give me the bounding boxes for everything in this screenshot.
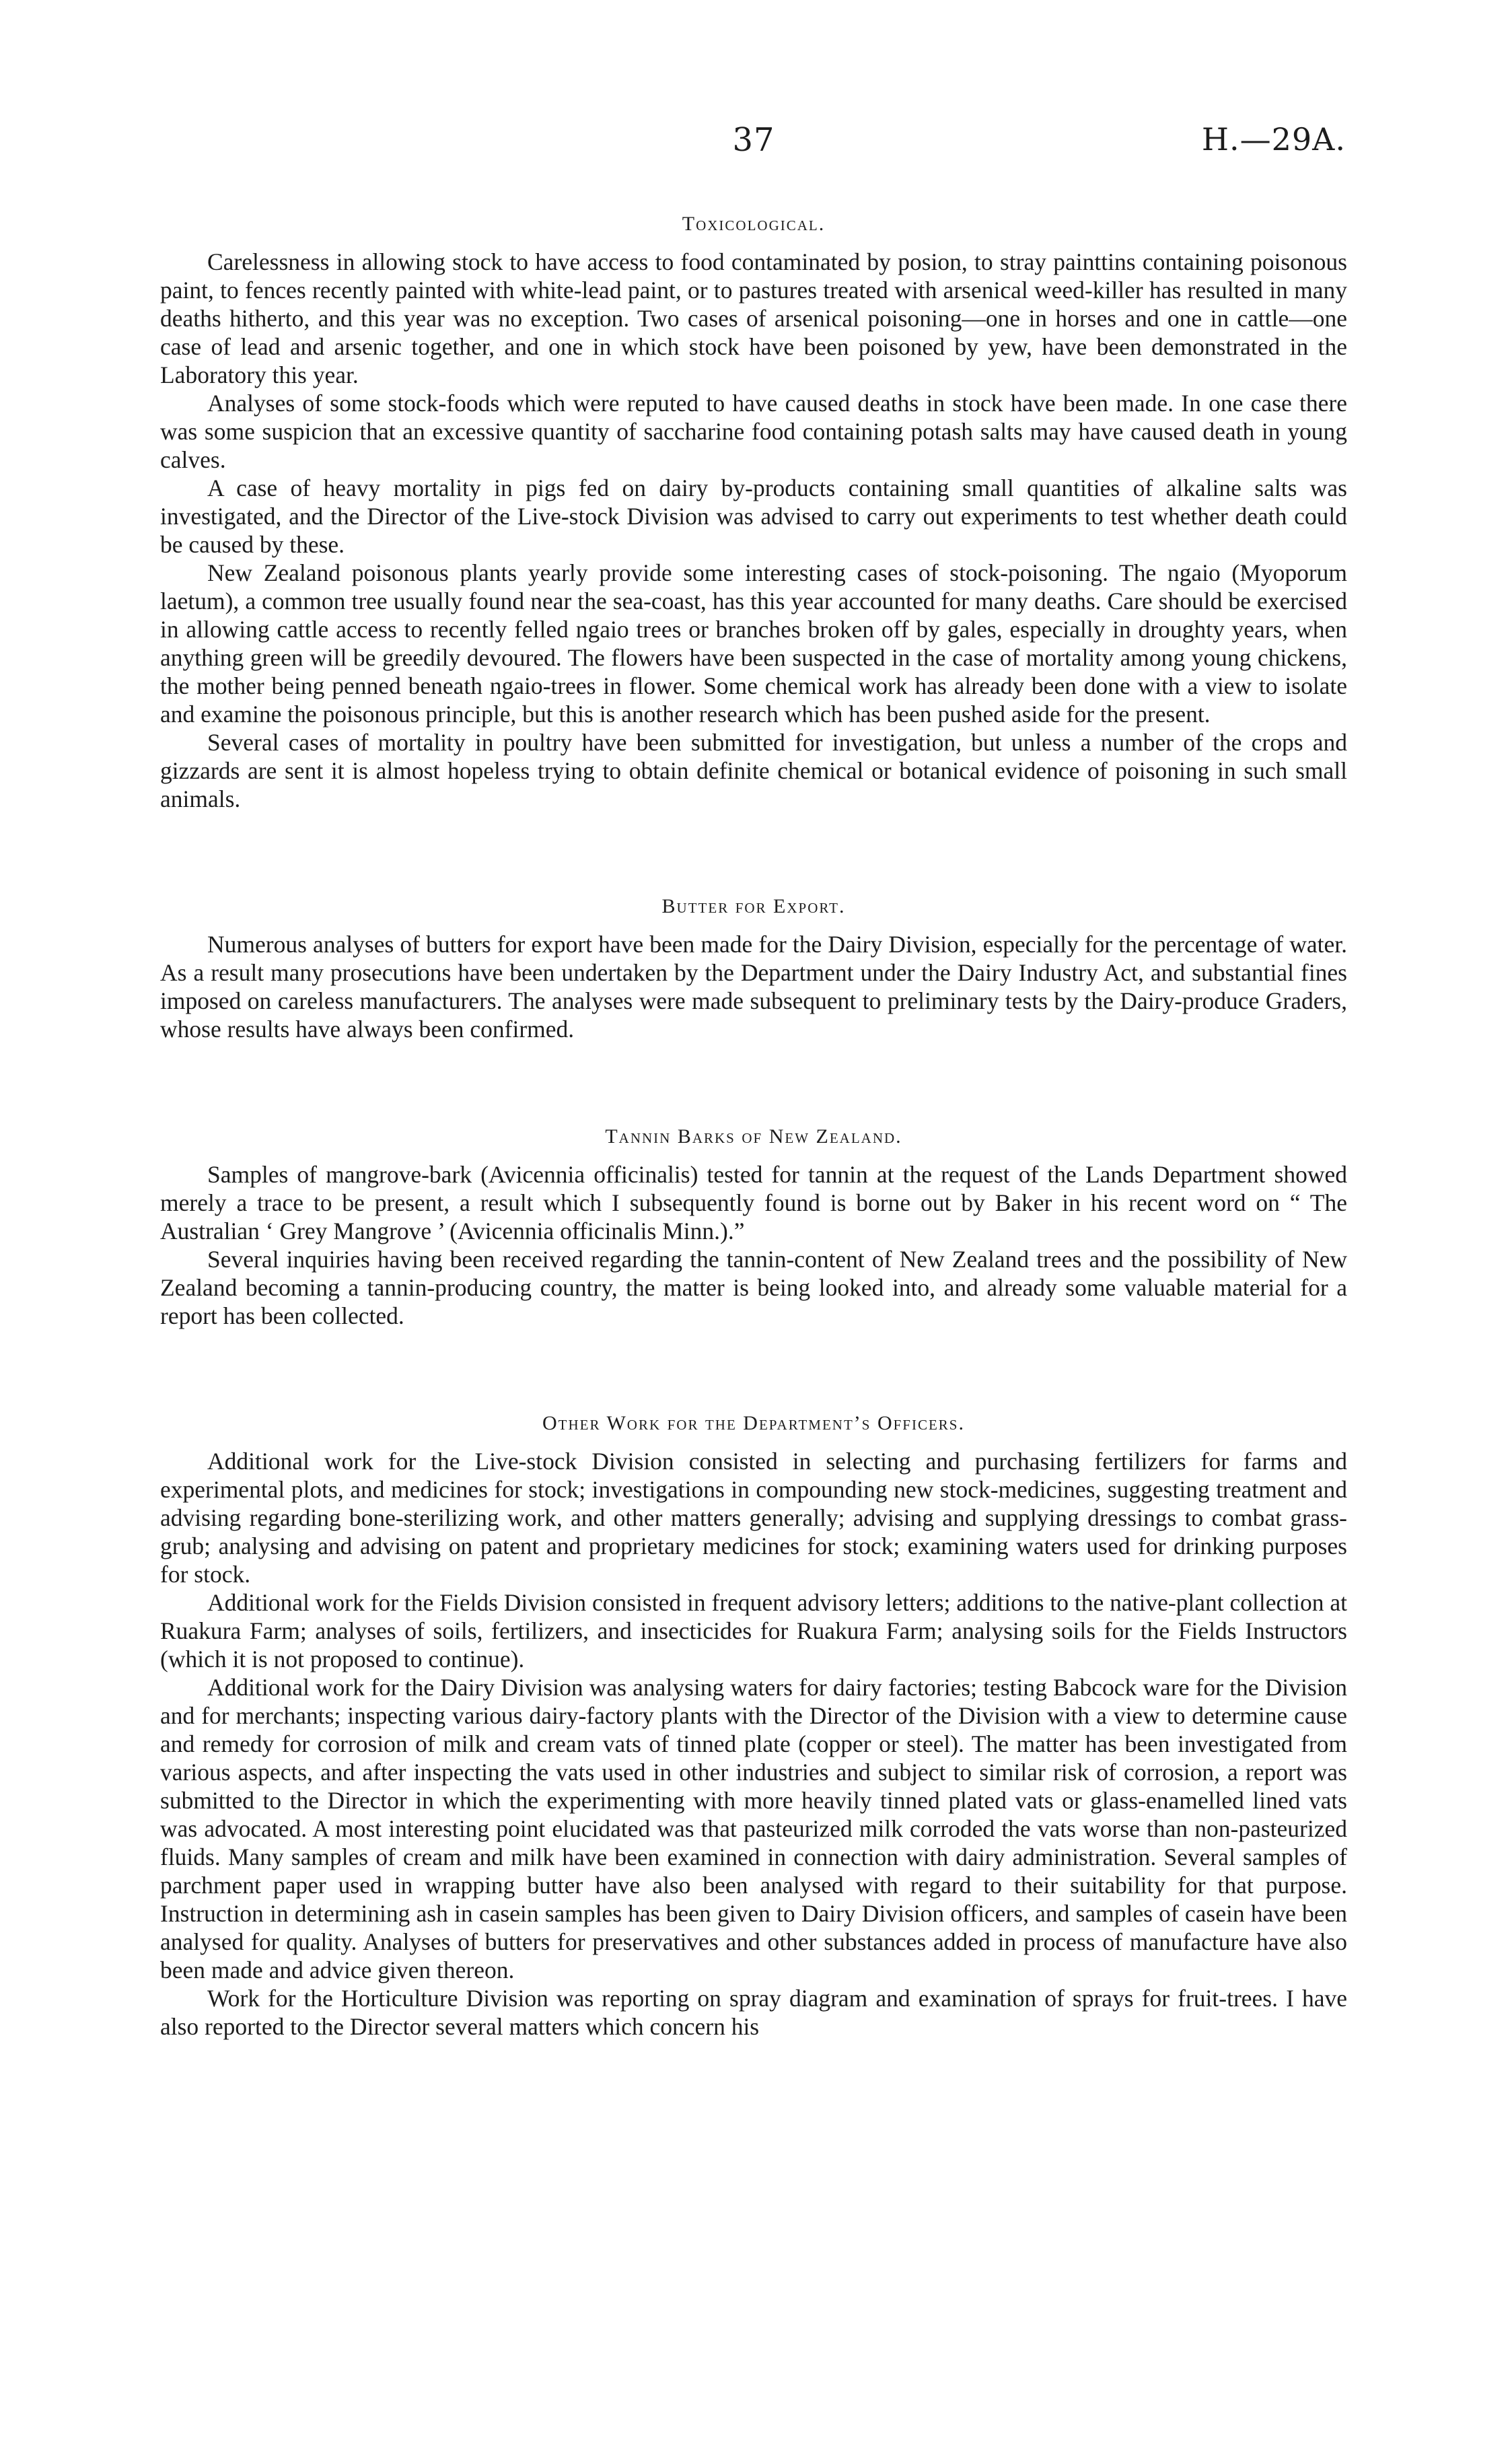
paragraph: Additional work for the Live-stock Division consisted in selecting and purchasing fertilizers for farms and experimental plots, and medicines for stock; investigations in compounding new stock-medicines, suggesting treatment and advising regarding bone-sterilizing work, and other matters generally; advising and supplying dressings to combat grass-grub; analysing and advising on patent and proprietary medicines for stock; examining waters used for drinking purposes for stock. (160, 1448, 1347, 1588)
section-title: Other Work for the Department’s Officers. (542, 1412, 965, 1434)
document-reference: H.—29A. (1201, 121, 1346, 157)
section-title: Butter for Export. (661, 895, 846, 917)
section-title: Toxicological. (682, 213, 826, 235)
paragraph: A case of heavy mortality in pigs fed on dairy by-products containing small quantities of alkaline salts was investigated, and the Director of the Live-stock Division was advised to carry out experiments to test whether death could be caused by these. (160, 474, 1347, 558)
paragraph: Analyses of some stock-foods which were reputed to have caused deaths in stock have been made. In one case there was some suspicion that an excessive quantity of saccharine food containing potash salts may have caused death in young calves. (160, 390, 1347, 473)
paragraph: Samples of mangrove-bark (Avicennia officinalis) tested for tannin at the request of the Lands Department showed merely a trace to be present, a result which I subsequently found is borne out by Baker in his recent word on “ The Australian ‘ Grey Mangrove ’ (Avicennia officinalis Minn.).” (160, 1161, 1347, 1244)
body-text (160, 202, 1347, 2120)
paragraph: Additional work for the Dairy Division was analysing waters for dairy factories; testing Babcock ware for the Division and for merchants; inspecting various dairy-factory plants with the Director of the Division with a view to determine cause and remedy for corrosion of milk and cream vats of tinned plate (copper or steel). The matter has been investigated from various aspects, and after inspecting the vats used in other industries and subject to similar risk of corrosion, a report was submitted to the Director in which the experimenting with more heavily tinned plated vats or glass-enamelled lined vats was advocated. A most interesting point elucidated was that pasteurized milk corroded the vats worse than non-pasteurized fluids. Many samples of cream and milk have been examined in connection with dairy administration. Several samples of parchment paper used in wrapping butter have also been analysed with regard to their suitability for that purpose. Instruction in determining ash in casein samples has been given to Dairy Division officers, and samples of casein have been analysed for quality. Analyses of butters for preservatives and other substances added in process of manufacture have also been made and advice given thereon. (160, 1674, 1347, 1983)
section-butter-for-export (160, 892, 1347, 1043)
paragraph: New Zealand poisonous plants yearly provide some interesting cases of stock-poisoning. The ngaio (Myoporum laetum), a common tree usually found near the sea-coast, has this year accounted for many deaths. Care should be exercised in allowing cattle access to recently felled ngaio trees or branches broken off by gales, especially in droughty years, when anything green will be greedily devoured. The flowers have been suspected in the case of mortality among young chickens, the mother being penned beneath ngaio-trees in flower. Some chemical work has already been done with a view to isolate and examine the poisonous principle, but this is another research which has been pushed aside for the present. (160, 559, 1347, 728)
paragraph: Carelessness in allowing stock to have access to food contaminated by posion, to stray painttins containing poisonous paint, to fences recently painted with white-lead paint, or to pastures treated with arsenical weed-killer has resulted in many deaths hitherto, and this year was no exception. Two cases of arsenical poisoning—one in horses and one in cattle—one case of lead and arsenic together, and one in which stock have been poisoned by yew, have been demonstrated in the Laboratory this year. (160, 248, 1347, 388)
section-other-work (160, 1409, 1347, 2041)
running-head (161, 121, 1346, 168)
section-toxicological (160, 210, 1347, 813)
section-title: Tannin Barks of New Zealand. (605, 1125, 902, 1148)
section-tannin-barks (160, 1123, 1347, 1330)
paragraph: Several cases of mortality in poultry have been submitted for investigation, but unless a number of the crops and gizzards are sent it is almost hopeless trying to obtain definite chemical or botanical evidence of poisoning in such small animals. (160, 729, 1347, 812)
paragraph: Additional work for the Fields Division consisted in frequent advisory letters; additions to the native-plant collection at Ruakura Farm; analyses of soils, fertilizers, and insecticides for Ruakura Farm; analysing soils for the Fields Instructors (which it is not proposed to continue). (160, 1589, 1347, 1673)
page-number: 37 (732, 121, 775, 159)
paragraph: Several inquiries having been received regarding the tannin-content of New Zealand trees and the possibility of New Zealand becoming a tannin-producing country, the matter is being looked into, and already some valuable material for a report has been collected. (160, 1246, 1347, 1329)
paragraph: Work for the Horticulture Division was reporting on spray diagram and examination of sprays for fruit-trees. I have also reported to the Director several matters which concern his (160, 1985, 1347, 2040)
paragraph: Numerous analyses of butters for export have been made for the Dairy Division, especially for the percentage of water. As a result many prosecutions have been undertaken by the Department under the Dairy Industry Act, and substantial fines imposed on careless manufacturers. The analyses were made subsequent to preliminary tests by the Dairy-produce Graders, whose results have always been confirmed. (160, 931, 1347, 1043)
